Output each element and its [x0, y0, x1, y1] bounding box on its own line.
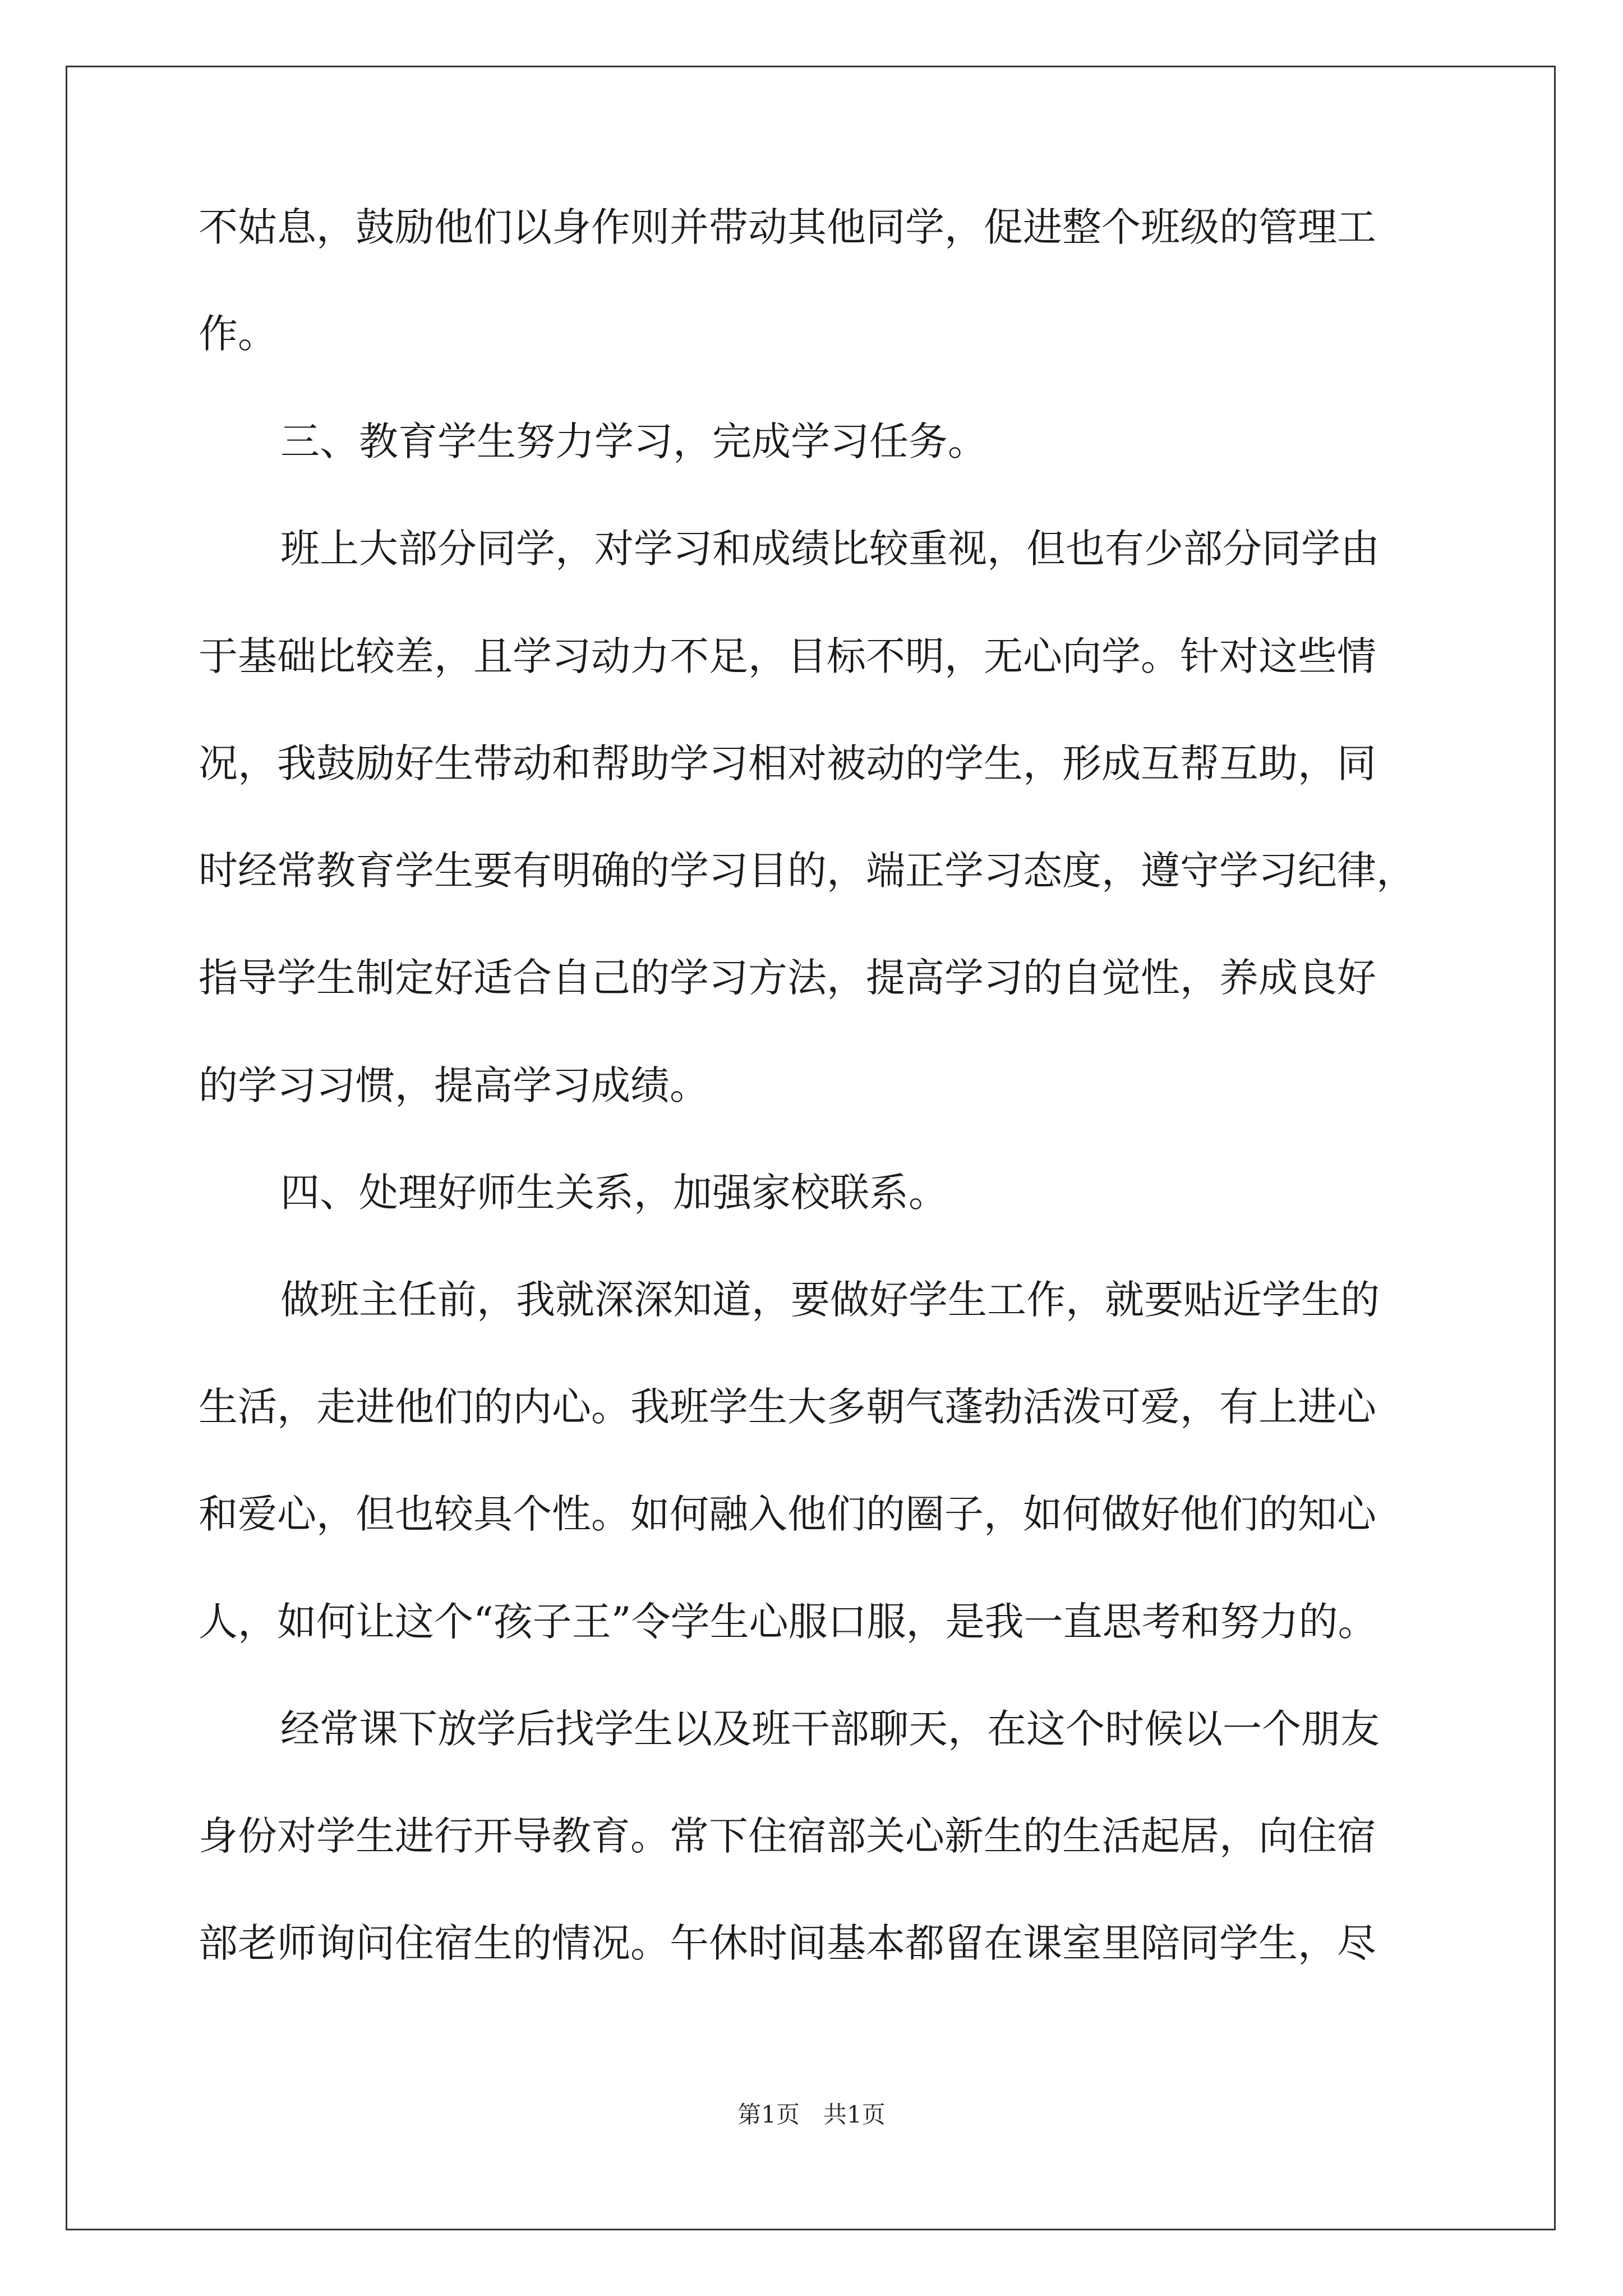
- text-line: 人，如何让这个“孩子王”令学生心服口服，是我一直思考和努力的。: [199, 1599, 1377, 1645]
- text-line: 的学习习惯，提高学习成绩。: [199, 1062, 709, 1108]
- text-line: 部老师询问住宿生的情况。午休时间基本都留在课室里陪同学生，尽: [199, 1920, 1376, 1966]
- text-line: 况，我鼓励好生带动和帮助学习相对被动的学生，形成互帮互助，同: [199, 740, 1376, 786]
- text-line: 不姑息，鼓励他们以身作则并带动其他同学，促进整个班级的管理工: [199, 204, 1376, 250]
- section-heading: 四、处理好师生关系，加强家校联系。: [280, 1170, 948, 1216]
- text-line: 生活，走进他们的内心。我班学生大多朝气蓬勃活泼可爱，有上进心: [199, 1384, 1376, 1430]
- text-line: 指导学生制定好适合自己的学习方法，提高学习的自觉性，养成良好: [199, 955, 1376, 1001]
- text-line: 于基础比较差，且学习动力不足，目标不明，无心向学。针对这些情: [199, 633, 1376, 679]
- section-heading: 三、教育学生努力学习，完成学习任务。: [280, 418, 987, 464]
- page-border: [66, 66, 1556, 2230]
- text-line: 经常课下放学后找学生以及班干部聊天，在这个时候以一个朋友: [280, 1706, 1380, 1752]
- text-line: 和爱心，但也较具个性。如何融入他们的圈子，如何做好他们的知心: [199, 1491, 1376, 1537]
- text-line: 班上大部分同学，对学习和成绩比较重视，但也有少部分同学由: [280, 526, 1380, 572]
- text-line: 时经常教育学生要有明确的学习目的，端正学习态度，遵守学习纪律，: [199, 848, 1415, 894]
- page-number: 第1页 共1页: [737, 2101, 886, 2128]
- text-line: 身份对学生进行开导教育。常下住宿部关心新生的生活起居，向住宿: [199, 1813, 1376, 1859]
- text-line: 作。: [199, 311, 277, 357]
- text-line: 做班主任前，我就深深知道，要做好学生工作，就要贴近学生的: [280, 1277, 1380, 1323]
